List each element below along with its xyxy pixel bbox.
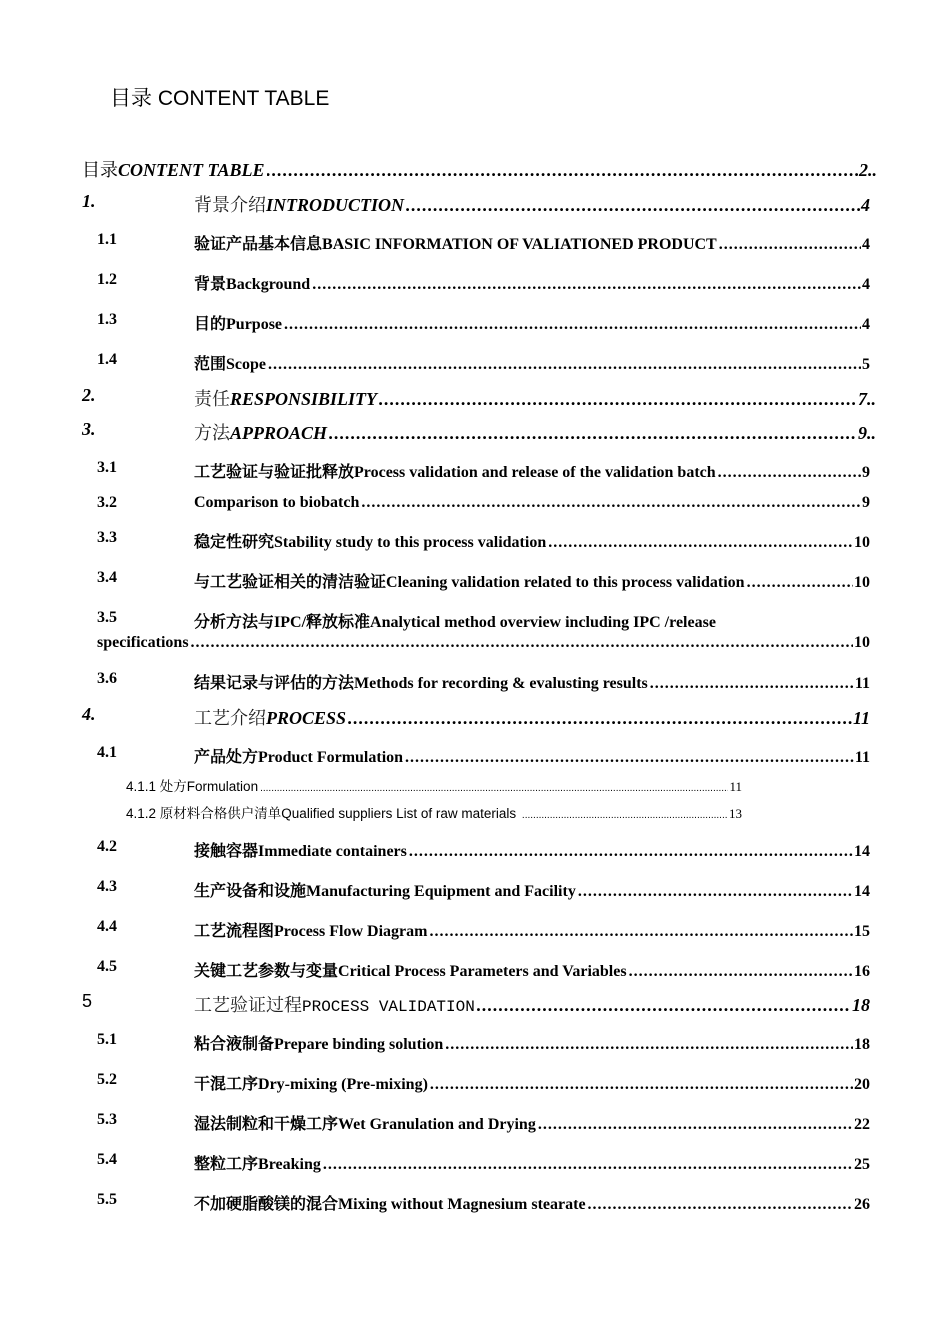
section-title-en: Mixing without Magnesium stearate	[338, 1196, 586, 1213]
toc-entry[interactable]	[0, 1031, 950, 1057]
section-title-wrap: specifications	[97, 634, 189, 651]
section-title-en: APPROACH	[230, 423, 328, 443]
page-number: 14	[854, 843, 870, 860]
section-title-en: Process validation and release of the validation batch	[354, 464, 716, 481]
section-number: 5.4	[97, 1151, 117, 1168]
section-number: 1.4	[97, 351, 117, 368]
section-number: 5.3	[97, 1111, 117, 1128]
section-number: 5	[82, 991, 93, 1011]
section-title-zh: 背景介绍	[194, 195, 266, 216]
page-number: 22	[854, 1116, 870, 1133]
section-title-en: Manufacturing Equipment and Facility	[306, 883, 576, 900]
dot-leader	[267, 160, 858, 181]
section-title-en: Critical Process Parameters and Variables	[338, 963, 627, 980]
section-title-zh: 生产设备和设施	[194, 881, 307, 900]
dot-leader	[348, 708, 852, 729]
toc-entry[interactable]	[0, 1111, 950, 1137]
section-number: 5.1	[97, 1031, 117, 1048]
section-title-zh: 产品处方	[194, 747, 259, 766]
dot-leader	[629, 963, 853, 981]
dot-leader	[329, 423, 857, 444]
page-number: 20	[854, 1076, 870, 1093]
section-title-en: Prepare binding solution	[274, 1036, 444, 1053]
section-title-zh: 方法	[194, 423, 230, 444]
section-title-en: Dry-mixing (Pre-mixing)	[258, 1076, 428, 1093]
toc-entry[interactable]	[0, 958, 950, 984]
section-title-zh: 分析方法与	[194, 612, 275, 631]
section-title-zh: 工艺介绍	[194, 708, 266, 729]
page-number: 26	[854, 1196, 870, 1213]
section-title-en: RESPONSIBILITY	[230, 389, 378, 409]
section-title-en: Wet Granulation and Drying	[338, 1116, 536, 1133]
section-title-zh: 粘合液制备	[194, 1034, 275, 1053]
toc-title-row[interactable]: 目录CONTENT TABLE ..... 2 ..	[0, 156, 950, 182]
section-number: 4.5	[97, 958, 117, 975]
section-title-en: Immediate containers	[258, 843, 407, 860]
toc-entry[interactable]: 2. 责任RESPONSIBILITY ..... 7 ..	[0, 385, 950, 411]
page-number: 10	[854, 534, 870, 551]
toc-entry[interactable]	[0, 494, 950, 520]
section-number: 4.1.2	[126, 806, 157, 821]
dot-leader	[445, 1036, 853, 1054]
page-number: 2	[859, 160, 868, 180]
section-number: 4.4	[97, 918, 117, 935]
toc-title-en: CONTENT TABLE	[118, 160, 265, 180]
section-number: 4.1	[97, 744, 117, 761]
section-number: 3.3	[97, 529, 117, 546]
section-title-en: PROCESS	[266, 708, 347, 728]
toc-entry[interactable]	[0, 775, 950, 795]
dot-leader	[430, 1076, 853, 1094]
section-title-zh: 责任	[194, 389, 230, 410]
section-title-zh: 工艺验证过程	[194, 995, 302, 1016]
page-number: 18	[852, 995, 870, 1015]
dot-leader	[718, 464, 861, 482]
dot-leader	[588, 1196, 853, 1214]
section-number: 4.1.1	[126, 779, 157, 794]
page-number: 11	[729, 779, 742, 794]
section-number: 1.2	[97, 271, 117, 288]
page-number: 18	[854, 1036, 870, 1053]
section-title-zh: 关键工艺参数与变量	[194, 961, 339, 980]
toc-entry[interactable]	[0, 744, 950, 770]
page-number: 4	[861, 195, 870, 215]
toc-entry[interactable]	[0, 1191, 950, 1217]
section-title-en: PROCESS VALIDATION	[302, 998, 475, 1016]
section-number: 1.	[82, 191, 96, 211]
toc-entry[interactable]	[0, 569, 950, 595]
dot-leader	[260, 783, 728, 794]
section-title-en: Comparison to biobatch	[194, 494, 360, 511]
dot-leader	[405, 749, 854, 767]
dot-leader	[719, 236, 861, 254]
toc-entry[interactable]	[0, 670, 950, 696]
section-title-zh: 工艺流程图	[194, 921, 275, 940]
toc-entry[interactable]	[0, 351, 950, 377]
dot-leader	[409, 843, 853, 861]
section-title-en: Background	[226, 276, 311, 293]
section-title-zh: 背景	[194, 274, 227, 293]
page-number: 4	[862, 276, 870, 293]
toc-entry[interactable]	[0, 231, 950, 257]
toc-entry[interactable]	[0, 802, 950, 822]
section-number: 5.5	[97, 1191, 117, 1208]
section-title-zh: 结果记录与评估的方法	[194, 673, 355, 692]
toc-entry[interactable]	[0, 991, 950, 1017]
dot-leader	[191, 634, 853, 652]
page-number: 10	[854, 634, 870, 651]
section-number: 4.	[82, 704, 96, 724]
page-number: 10	[854, 574, 870, 591]
page-number: 15	[854, 923, 870, 940]
page-number: 11	[854, 675, 870, 692]
section-title-zh: 稳定性研究	[194, 532, 275, 551]
toc-entry[interactable]	[0, 271, 950, 297]
section-number: 1.3	[97, 311, 117, 328]
section-number: 3.2	[97, 494, 117, 511]
section-title-zh: 接触容器	[194, 841, 259, 860]
section-number: 4.2	[97, 838, 117, 855]
section-title-zh: 整粒工序	[194, 1154, 259, 1173]
toc-entry[interactable]	[0, 191, 950, 217]
dot-leader	[284, 316, 861, 334]
dot-leader	[268, 356, 861, 374]
page-number: 11	[852, 708, 870, 728]
section-title-en: Product Formulation	[258, 749, 404, 766]
toc-entry[interactable]	[0, 838, 950, 864]
toc-entry[interactable]	[0, 704, 950, 730]
dot-leader	[477, 995, 851, 1016]
section-title-zh: 原材料合格供户清单	[159, 806, 282, 821]
section-title-zh: 验证产品基本信息	[194, 234, 323, 253]
page-number: 13	[729, 806, 742, 821]
toc-entry[interactable]	[0, 609, 950, 635]
page-heading: 目录 CONTENT TABLE	[110, 87, 330, 110]
section-title-en: Scope	[226, 356, 267, 373]
dot-leader	[522, 810, 728, 821]
page-number: 7	[858, 389, 867, 409]
section-title-zh: 范围	[194, 354, 227, 373]
dot-leader	[379, 389, 857, 410]
page-number: 11	[854, 749, 870, 766]
section-number: 3.4	[97, 569, 117, 586]
section-title-en: IPC/释放标准Analytical method overview including IPC /release	[274, 614, 716, 631]
section-number: 3.	[82, 419, 96, 439]
page-number: 4	[862, 236, 870, 253]
page-number: 14	[854, 883, 870, 900]
toc-entry[interactable]	[0, 459, 950, 485]
toc-entry[interactable]	[0, 1071, 950, 1097]
dot-leader	[578, 883, 853, 901]
dot-leader	[747, 574, 853, 592]
section-title-en: Methods for recording & evalusting results	[354, 675, 648, 692]
toc-entry[interactable]: 3. 方法APPROACH ..... 9 ..	[0, 419, 950, 445]
dot-leader	[429, 923, 853, 941]
section-number: 3.1	[97, 459, 117, 476]
section-title-zh: 工艺验证与验证批释放	[194, 462, 355, 481]
section-title-zh: 与工艺验证相关的清洁验证	[194, 572, 387, 591]
toc-entry-continuation[interactable]	[0, 634, 950, 660]
section-title-en: Qualified suppliers List of raw materials	[281, 806, 517, 821]
toc-title-zh: 目录	[82, 160, 118, 181]
section-number: 4.3	[97, 878, 117, 895]
toc-entry[interactable]	[0, 311, 950, 337]
section-title-zh: 不加硬脂酸镁的混合	[194, 1194, 339, 1213]
section-title-en: Breaking	[258, 1156, 321, 1173]
dot-leader	[312, 276, 861, 294]
section-title-en: Process Flow Diagram	[274, 923, 428, 940]
section-title-zh: 目的	[194, 314, 227, 333]
section-number: 5.2	[97, 1071, 117, 1088]
page-number: 4	[862, 316, 870, 333]
section-title-en: Purpose	[226, 316, 283, 333]
toc-entry[interactable]	[0, 1151, 950, 1177]
section-title-en: Formulation	[186, 779, 259, 794]
toc-entry[interactable]	[0, 529, 950, 555]
section-title-zh: 湿法制粒和干燥工序	[194, 1114, 339, 1133]
page-number: 9	[858, 423, 867, 443]
dot-leader	[548, 534, 853, 552]
page-number: 9	[862, 464, 870, 481]
page-number: 25	[854, 1156, 870, 1173]
section-number: 3.6	[97, 670, 117, 687]
dot-leader	[650, 675, 854, 693]
section-title-en: Stability study to this process validation	[274, 534, 547, 551]
section-title-zh: 干混工序	[194, 1074, 259, 1093]
page-number: 16	[854, 963, 870, 980]
toc-entry[interactable]	[0, 878, 950, 904]
section-title-zh: 处方	[159, 779, 187, 794]
section-number: 1.1	[97, 231, 117, 248]
page-number: 9	[862, 494, 870, 511]
section-number: 3.5	[97, 609, 117, 626]
dot-leader	[538, 1116, 853, 1134]
section-title-en: Cleaning validation related to this process validation	[386, 574, 745, 591]
section-title-en: INTRODUCTION	[266, 195, 405, 215]
dot-leader	[406, 195, 860, 216]
dot-leader	[361, 494, 861, 512]
section-title-en: BASIC INFORMATION OF VALIATIONED PRODUCT	[322, 236, 717, 253]
page-number: 5	[862, 356, 870, 373]
toc-entry[interactable]	[0, 918, 950, 944]
dot-leader	[323, 1156, 853, 1174]
section-number: 2.	[82, 385, 96, 405]
